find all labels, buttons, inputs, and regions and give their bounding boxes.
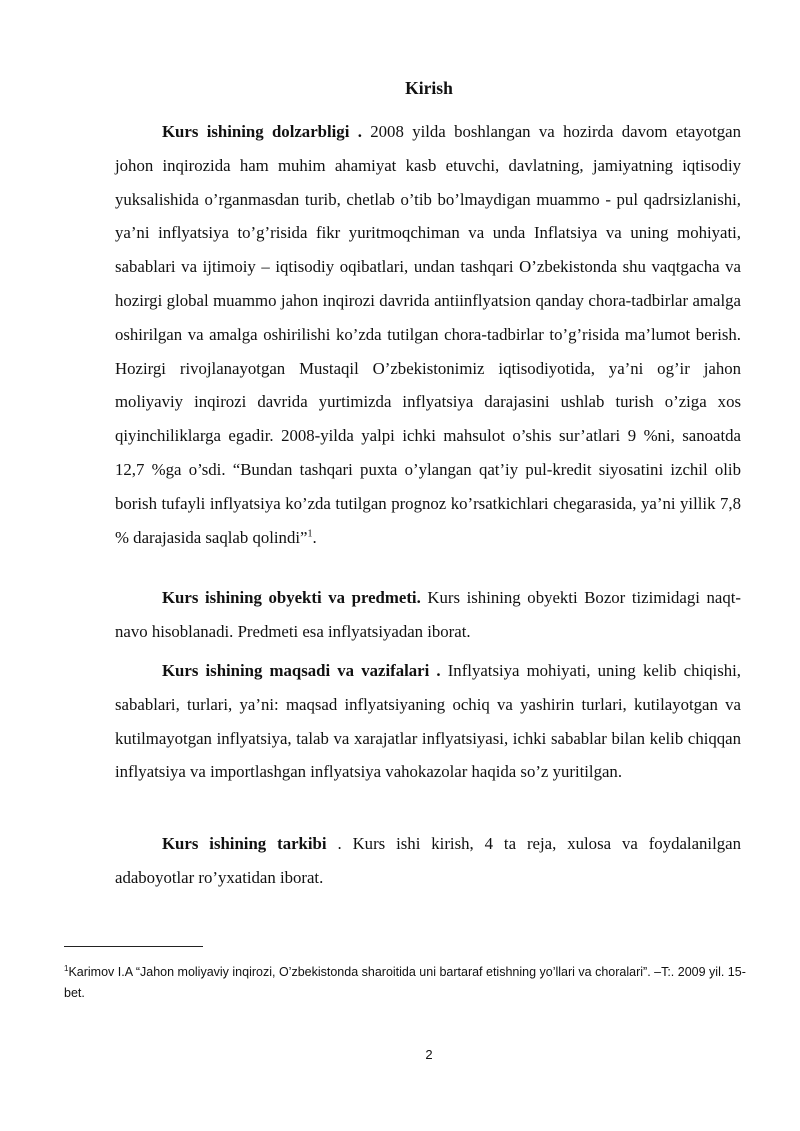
footnote-reference[interactable]: 1 [307, 527, 313, 539]
paragraph-heading: Kurs ishining maqsadi va vazifalari . [162, 661, 441, 680]
paragraph-text: Kurs ishining obyekti Bozor tizimidagi naqt-navo hisoblanadi. Predmeti esa inflyatsiyadan iborat. [115, 588, 741, 641]
paragraph-structure [115, 827, 741, 895]
footnote [64, 962, 760, 1004]
paragraph-relevance [115, 115, 741, 554]
paragraph-heading: Kurs ishining obyekti va predmeti. [162, 588, 421, 607]
paragraph-goals-tasks [115, 654, 741, 789]
paragraph-text: 2008 yilda boshlangan va hozirda davom etayotgan johon inqirozida ham muhim ahamiyat kasb etuvchi, davlatning, jamiyatning iqtisodiy yuksalishida o’rganmasdan turib, chetlab o’tib bo’lmaydigan muammo - pul qadrsizlanishi, ya’ni inflyatsiya to’g’risida fikr yuritmoqchiman va unda Inflatsiya va uning mohiyati, sabablari va ijtimoiy – iqtisodiy oqibatlari, undan tashqari O’zbekistonda shu vaqtgacha va hozirgi global muammo jahon inqirozi davrida antiinflyatsion qanday chora-tadbirlar amalga oshirilgan va amalga oshirilishi ko’zda tutilgan chora-tadbirlar to’g’risida ma’lumot berish. Hozirgi rivojlanayotgan Mustaqil O’zbekistonimiz iqtisodiyotida, ya’ni og’ir jahon moliyaviy inqirozi davrida yurtimizda inflyatsiya darajasini ushlab turish o’ziga xos qiyinchiliklarga egadir. 2008-yilda yalpi ichki mahsulot o’shis sur’atlari 9 %ni, sanoatda 12,7 %ga o’sdi. “Bundan tashqari puxta o’ylangan qat’iy pul-kredit siyosatini izchil olib borish tufayli inflyatsiya ko’zda tutilgan prognoz ko’rsatkichlari chegarasida, ya’ni yillik 7,8 % darajasida saqlab qolindi” [115, 122, 742, 547]
paragraph-object-subject [115, 581, 741, 649]
footnote-separator [64, 946, 203, 947]
paragraph-text: . Kurs ishi kirish, 4 ta reja, xulosa va foydalanilgan adaboyotlar ro’yxatidan iborat. [115, 834, 741, 887]
page-title: Kirish [405, 78, 453, 98]
footnote-text: Karimov I.A “Jahon moliyaviy inqirozi, O’zbekistonda sharoitida uni bartaraf etishning yo’llari va choralari”. –T:. 2009 yil. 15-bet. [64, 965, 746, 1000]
paragraph-tail: . [312, 527, 317, 547]
footnote-marker: 1 [64, 963, 69, 973]
paragraph-heading: Kurs ishining dolzarbligi . [162, 122, 362, 141]
paragraph-text: Inflyatsiya mohiyati, uning kelib chiqishi, sabablari, turlari, ya’ni: maqsad inflyatsiyaning ochiq va yashirin turlari, kutilayotgan va kutilmayotgan inflyatsiya, talab va xarajatlar inflyatsiyasi, ichki sabablar bilan kelib chiqqan inflyatsiya va importlashgan inflyatsiya vahokazolar haqida so’z yuritilgan. [115, 661, 741, 782]
page-number: 2 [425, 1047, 433, 1062]
paragraph-heading: Kurs ishining tarkibi [162, 834, 327, 853]
